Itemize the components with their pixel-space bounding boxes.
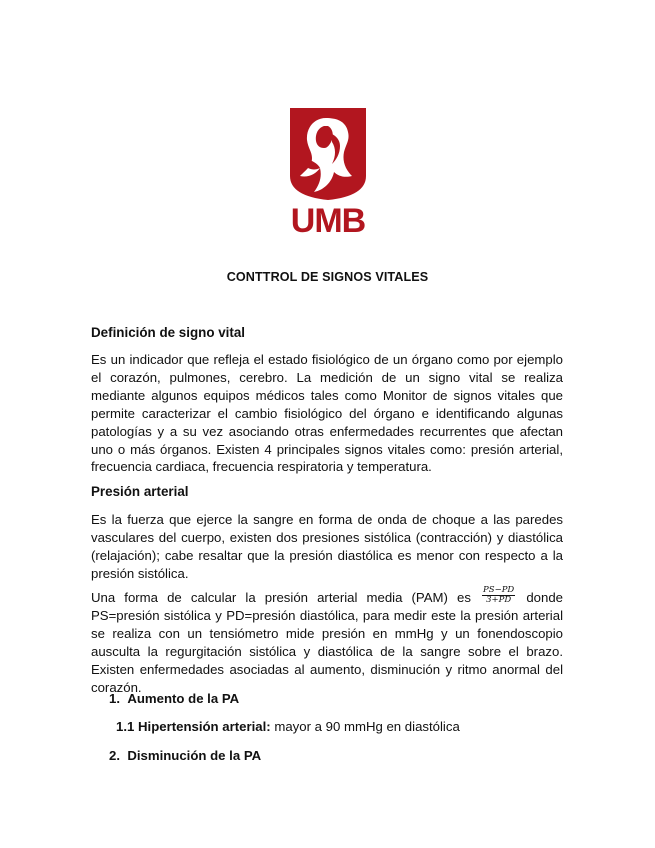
- arterial-pressure-heading: Presión arterial: [91, 484, 189, 499]
- list-item-2: [109, 748, 261, 763]
- pam-rest: donde PS=presión sistólica y PD=presión diastólica, para medir este la presión arterial se realiza con un tensiómetro mide presión en mmHg y un fonendoscopio ausculta la regurgitación sistólica y diastólica de la sangre sobre el brazo. Existen enfermedades asociadas al aumento, disminución y ritmo anormal del corazón.: [91, 590, 564, 695]
- list-item-1-1: [116, 719, 460, 734]
- umb-logo-graphic: [284, 104, 372, 238]
- list-item-1: [109, 691, 239, 706]
- pam-paragraph: [91, 585, 564, 696]
- umb-logo: [284, 104, 372, 238]
- list-label-1: Aumento de la PA: [127, 691, 240, 706]
- pam-intro: Una forma de calcular la presión arterial media (PAM) es: [91, 590, 471, 605]
- formula-denominator: 3+PD: [486, 595, 512, 606]
- arterial-pressure-paragraph: Es la fuerza que ejerce la sangre en forma de onda de choque a las paredes vasculares del cuerpo, existen dos presiones sistólica (contracción) y diastólica (relajación); cabe resaltar que la presión diastólica es menor con respecto a la presión sistólica.: [91, 512, 563, 581]
- list-text-1-1: mayor a 90 mmHg en diastólica: [274, 719, 460, 734]
- umb-logo-text: UMB: [290, 202, 366, 238]
- definition-paragraph: Es un indicador que refleja el estado fisiológico de un órgano como por ejemplo el corazón, pulmones, cerebro. La medición de un signo vital se realiza mediante algunos equipos médicos tales como Monitor de signos vitales que permite caracterizar el cambio fisiológico del órgano e identificando algunas patologías y a su vez asociando otras enfermedades recurrentes que afectan uno o más órganos. Existen 4 principales signos vitales como: presión arterial, frecuencia cardiaca, frecuencia respiratoria y temperatura.: [91, 352, 563, 475]
- list-number-1: 1.: [109, 691, 120, 706]
- formula-numerator: PS−PD: [483, 585, 515, 596]
- list-label-2: Disminución de la PA: [127, 748, 262, 763]
- list-number-2: 2.: [109, 748, 120, 763]
- definition-heading: Definición de signo vital: [91, 325, 246, 340]
- list-label-1-1: Hipertensión arterial:: [138, 719, 271, 734]
- list-number-1-1: 1.1: [116, 719, 135, 734]
- pam-formula: [482, 586, 515, 605]
- page-title: CONTTROL DE SIGNOS VITALES: [226, 270, 429, 284]
